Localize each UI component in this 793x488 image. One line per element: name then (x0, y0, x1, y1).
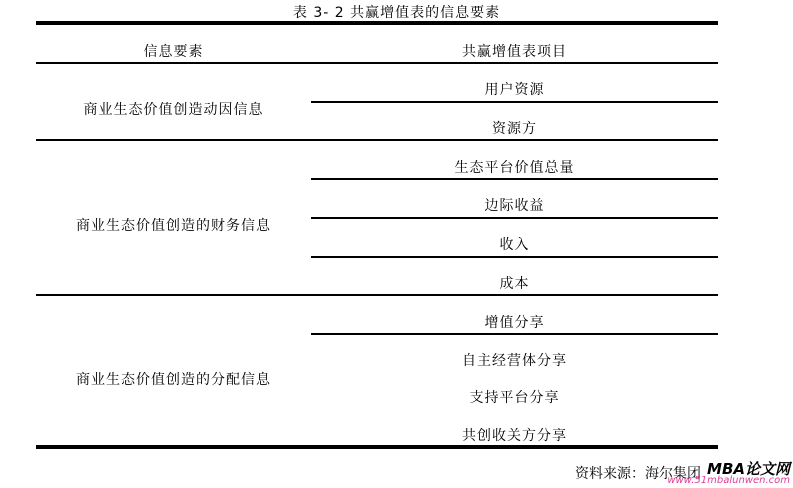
bottom-rule (36, 445, 718, 449)
source-note: 资料来源：海尔集团 (575, 466, 701, 482)
table-item: 共创收关方分享 (462, 428, 567, 444)
group-rule (36, 139, 718, 141)
table-caption: 表 3- 2 共赢增值表的信息要素 (292, 5, 501, 21)
header-table-item: 共赢增值表项目 (462, 44, 567, 60)
header-info-element: 信息要素 (143, 44, 204, 60)
table-item: 资源方 (492, 121, 537, 137)
table-item: 自主经营体分享 (462, 353, 567, 369)
group-element-label: 商业生态价值创造的分配信息 (76, 372, 271, 388)
table-item: 增值分享 (484, 315, 545, 331)
table-item: 成本 (499, 276, 530, 292)
table-item: 用户资源 (484, 82, 545, 98)
group-element-label: 商业生态价值创造的财务信息 (76, 218, 271, 234)
header-rule (36, 62, 718, 64)
watermark-title: MBA论文网 (707, 460, 790, 478)
table-item: 生态平台价值总量 (454, 160, 575, 176)
row-rule (311, 256, 718, 258)
table-item: 收入 (499, 237, 530, 253)
watermark-url: www.51mbalunwen.com (667, 475, 790, 486)
group-rule (36, 294, 718, 296)
top-rule (36, 21, 718, 25)
watermark-logo (668, 458, 793, 488)
table-item: 边际收益 (484, 198, 545, 214)
row-rule (311, 178, 718, 180)
group-element-label: 商业生态价值创造动因信息 (83, 102, 264, 118)
row-rule (311, 217, 718, 219)
row-rule (311, 101, 718, 103)
row-rule (311, 333, 718, 335)
table-item: 支持平台分享 (469, 390, 560, 406)
